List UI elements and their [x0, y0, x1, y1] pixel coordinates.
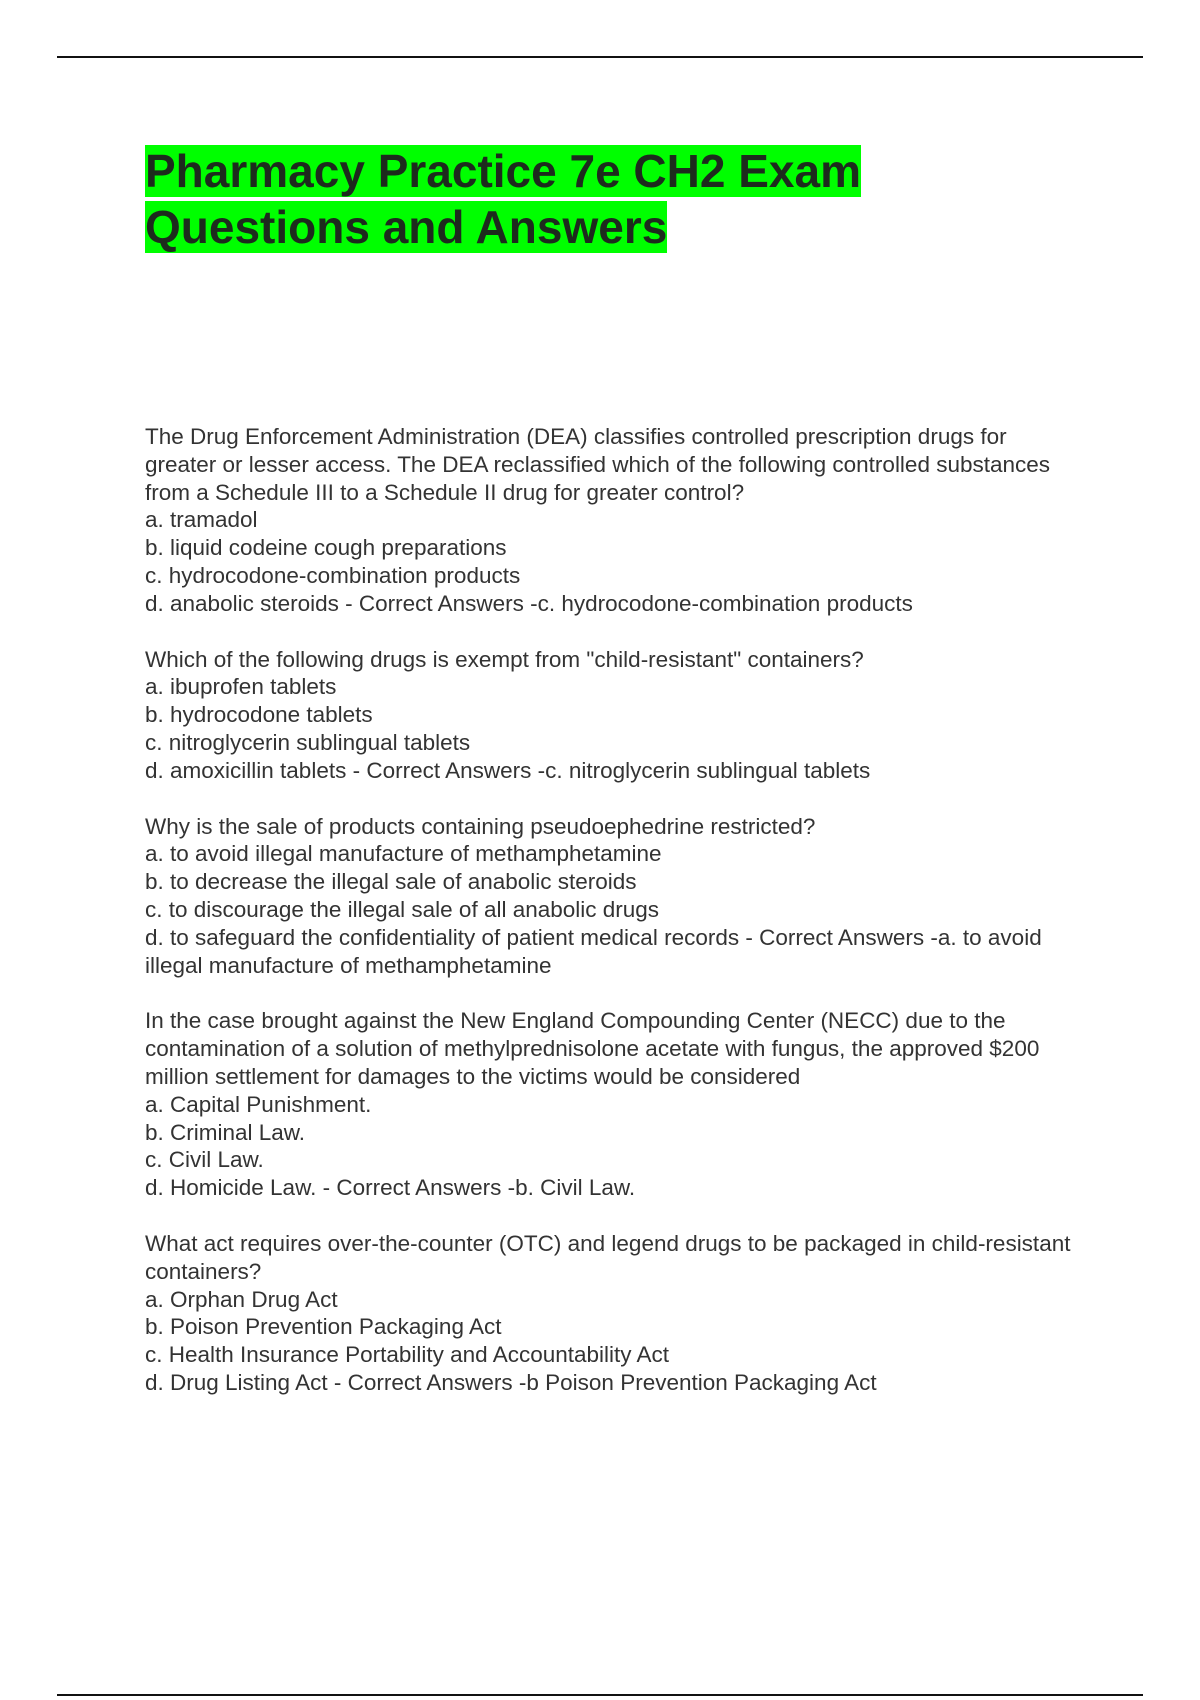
question-item: [145, 1230, 1075, 1397]
answer-option: a. Capital Punishment.: [145, 1091, 372, 1117]
question-item: [145, 423, 1075, 618]
title-block: [145, 143, 1045, 255]
question-stem: The Drug Enforcement Administration (DEA) classifies controlled prescription drugs for greater or lesser access. The DEA reclassified which of the following controlled substances from a Schedule III to a Schedule II drug for greater control?: [145, 424, 1051, 505]
answer-option: d. amoxicillin tablets - Correct Answers -c. nitroglycerin sublingual tablets: [145, 757, 871, 783]
header-rule: [57, 56, 1143, 58]
footer-rule: [57, 1694, 1143, 1696]
question-stem: What act requires over-the-counter (OTC) and legend drugs to be packaged in child-resistant containers?: [145, 1230, 1071, 1284]
question-stem: Which of the following drugs is exempt from "child-resistant" containers?: [145, 646, 864, 672]
answer-option: c. nitroglycerin sublingual tablets: [145, 729, 471, 755]
document-title: Pharmacy Practice 7e CH2 Exam Questions and Answers: [145, 145, 861, 253]
answer-option: d. Drug Listing Act - Correct Answers -b Poison Prevention Packaging Act: [145, 1369, 877, 1395]
question-item: [145, 813, 1075, 980]
question-item: [145, 1007, 1075, 1202]
answer-option: b. Criminal Law.: [145, 1119, 306, 1145]
answer-option: c. to discourage the illegal sale of all anabolic drugs: [145, 896, 660, 922]
answer-option: c. Civil Law.: [145, 1147, 264, 1173]
answer-option: c. Health Insurance Portability and Accountability Act: [145, 1342, 670, 1368]
questions-list: [145, 423, 1075, 1425]
answer-option: b. Poison Prevention Packaging Act: [145, 1314, 502, 1340]
answer-option: b. to decrease the illegal sale of anabolic steroids: [145, 869, 637, 895]
answer-option: d. anabolic steroids - Correct Answers -c. hydrocodone-combination products: [145, 590, 913, 616]
question-stem: Why is the sale of products containing pseudoephedrine restricted?: [145, 813, 816, 839]
answer-option: c. hydrocodone-combination products: [145, 562, 521, 588]
answer-option: a. to avoid illegal manufacture of methamphetamine: [145, 841, 662, 867]
answer-option: b. hydrocodone tablets: [145, 702, 373, 728]
answer-option: a. Orphan Drug Act: [145, 1286, 338, 1312]
question-item: [145, 646, 1075, 785]
answer-option: a. tramadol: [145, 507, 258, 533]
answer-option: d. to safeguard the confidentiality of patient medical records - Correct Answers -a. to avoid illegal manufacture of methamphetamine: [145, 924, 1042, 978]
answer-option: b. liquid codeine cough preparations: [145, 535, 507, 561]
answer-option: a. ibuprofen tablets: [145, 674, 337, 700]
question-stem: In the case brought against the New England Compounding Center (NECC) due to the contamination of a solution of methylprednisolone acetate with fungus, the approved $200 million settlement for damages to the victims would be considered: [145, 1008, 1040, 1089]
answer-option: d. Homicide Law. - Correct Answers -b. Civil Law.: [145, 1175, 636, 1201]
